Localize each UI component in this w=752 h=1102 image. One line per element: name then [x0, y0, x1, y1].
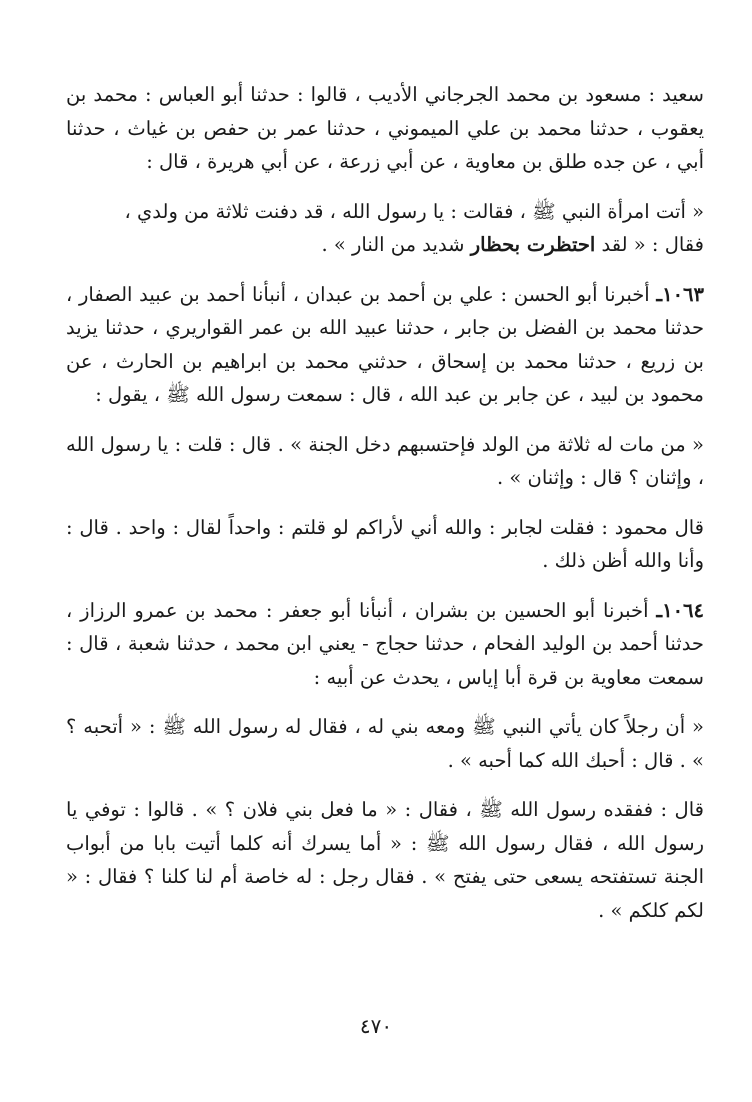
hadith-number: ١٠٦٣ـ — [656, 282, 704, 306]
hadith-number: ١٠٦٤ـ — [656, 598, 704, 622]
paragraph-hadith-1063 — [66, 278, 704, 412]
paragraph-hadith-1064 — [66, 594, 704, 695]
paragraph-hadith-text-1a: « أتت امرأة النبي ﷺ ، فقالت : يا رسول الله ، قد دفنت ثلاثة من ولدي ، — [124, 199, 704, 223]
page-number: ٤٧٠ — [359, 1014, 393, 1038]
paragraph-hadith-text-2: « من مات له ثلاثة من الولد فإحتسبهم دخل الجنة » . قال : قلت : يا رسول الله ، وإثنان ؟ قال : وإثنان » . — [66, 432, 704, 489]
bold-phrase: احتظرت بحظار — [470, 233, 596, 256]
paragraph-hadith-text-1b — [66, 228, 704, 262]
paragraph-hadith-text-3: « أن رجلاً كان يأتي النبي ﷺ ومعه بني له ، فقال له رسول الله ﷺ : « أتحبه ؟ » . قال : أحبك الله كما أحبه » . — [66, 715, 704, 772]
hadith-isnad: أخبرنا أبو الحسن : علي بن أحمد بن عبدان ، أنبأنا أحمد بن عبيد الصفار ، حدثنا محمد بن الفضل بن جابر ، حدثنا عبيد الله بن عمر القواريري ، حدثنا يزيد بن زريع ، حدثنا محمد بن إسحاق ، حدثني محمد بن ابراهيم بن الحارث ، عن محمود بن لبيد ، عن جابر بن عبد الله ، قال : سمعت رسول الله ﷺ ، يقول : — [66, 282, 704, 406]
page-body — [66, 78, 704, 927]
paragraph-isnad-1: سعيد : مسعود بن محمد الجرجاني الأديب ، قالوا : حدثنا أبو العباس : محمد بن يعقوب ، حدثنا محمد بن علي الميموني ، حدثنا عمر بن حفص بن غياث ، حدثنا أبي ، عن جده طلق بن معاوية ، عن أبي زرعة ، عن أبي هريرة ، قال : — [66, 83, 704, 173]
paragraph-commentary: قال محمود : فقلت لجابر : والله أني لأراكم لو قلتم : واحداً لقال : واحد . قال : وأنا والله أظن ذلك . — [66, 515, 704, 572]
hadith-isnad: أخبرنا أبو الحسين بن بشران ، أنبأنا أبو جعفر : محمد بن عمرو الرزاز ، حدثنا أحمد بن الوليد الفحام ، حدثنا حجاج - يعني ابن محمد ، حدثنا شعبة ، قال : سمعت معاوية بن قرة أبا إياس ، يحدث عن أبيه : — [66, 598, 704, 689]
text-segment: شديد من النار » . — [321, 233, 471, 256]
paragraph-hadith-text-4: قال : ففقده رسول الله ﷺ ، فقال : « ما فعل بني فلان ؟ » . قالوا : توفي يا رسول الله ، فقال رسول الله ﷺ : « أما يسرك أنه كلما أتيت بابا من أبواب الجنة تستفتحه يسعى حتى يفتح » . فقال رجل : له خاصة أم لنا كلنا ؟ فقال : « لكم كلكم » . — [66, 798, 704, 922]
text-segment: فقال : « لقد — [595, 233, 704, 256]
